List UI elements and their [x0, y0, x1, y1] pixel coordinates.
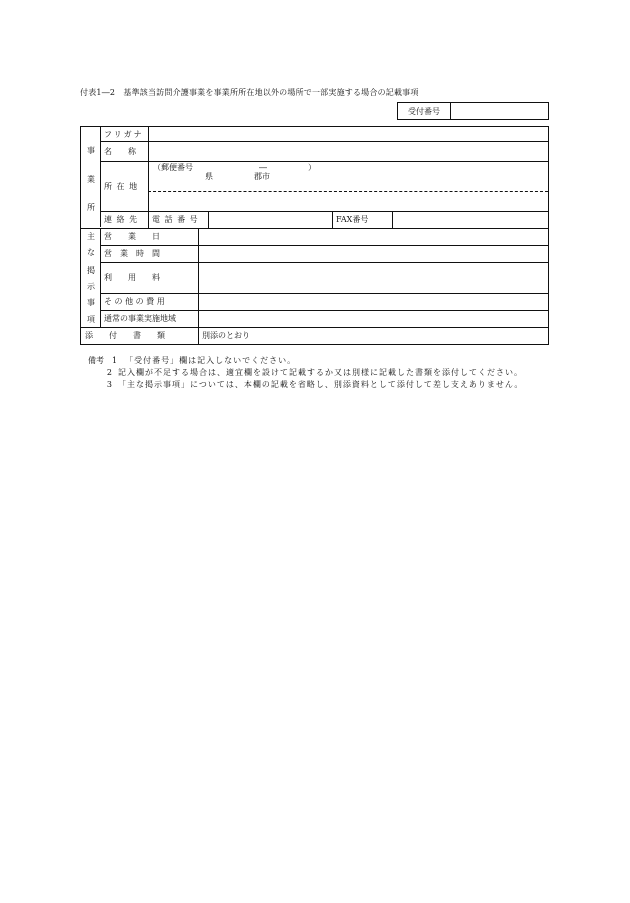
note-text: 「受付番号」欄は記入しないでください。 — [125, 356, 297, 365]
furigana-label: フリガナ — [104, 129, 144, 139]
contact-label: 連 絡 先 — [104, 215, 139, 224]
office-group-label-char: 事 — [87, 146, 95, 155]
business-days-label: 営 業 日 — [104, 232, 160, 241]
document-title: 付表1―2 基準該当訪問介護事業を事業所所在地以外の場所で一部実施する場合の記載事項 — [80, 88, 419, 97]
note-number: 2 — [106, 368, 112, 377]
office-group-label-char: 業 — [87, 175, 95, 184]
phone-field[interactable] — [209, 211, 332, 228]
fax-label: FAX番号 — [336, 215, 369, 224]
city-label: 郡市 — [254, 171, 270, 181]
receipt-number-box — [397, 102, 549, 120]
note-item — [88, 379, 553, 391]
notes-heading: 備考 — [88, 356, 104, 365]
form-table — [80, 126, 549, 345]
other-costs-label: そ の 他 の 費 用 — [104, 297, 165, 306]
service-area-label: 通常の事業実施地域 — [104, 314, 176, 323]
posting-group-label-char: 主 — [87, 232, 95, 241]
note-item — [88, 355, 553, 367]
note-text: 記入欄が不足する場合は、適宜欄を設けて記載するか又は別様に記載した書類を添付してください。 — [118, 368, 523, 377]
furigana-field[interactable] — [149, 127, 548, 141]
address-label: 所 在 地 — [104, 181, 139, 191]
business-hours-field[interactable] — [199, 245, 548, 262]
postal-code-dash: ― — [259, 162, 267, 172]
postal-code-label: （郵便番号 — [153, 162, 193, 172]
name-field[interactable] — [149, 141, 548, 161]
business-hours-label: 営 業 時 間 — [104, 249, 160, 258]
posting-group-label-char: な — [87, 248, 95, 257]
attachment-value: 別添のとおり — [202, 331, 250, 340]
posting-group-label-char: 項 — [87, 315, 95, 324]
usage-fee-label: 利 用 料 — [104, 273, 160, 282]
posting-group-label-char: 事 — [87, 298, 95, 307]
usage-fee-field[interactable] — [199, 262, 548, 293]
phone-label: 電 話 番 号 — [152, 215, 199, 224]
note-number: 3 — [106, 380, 112, 389]
address-detail-field[interactable] — [149, 192, 548, 211]
notes-section — [88, 355, 553, 391]
business-days-field[interactable] — [199, 228, 548, 245]
note-number: 1 — [112, 356, 118, 365]
posting-group-label-char: 掲 — [87, 266, 95, 275]
receipt-number-label: 受付番号 — [398, 103, 451, 119]
note-text: 「主な掲示事項」については、本欄の記載を省略し、別添資料として添付して差し支えありません。 — [118, 380, 524, 389]
note-item — [88, 367, 553, 379]
prefecture-label: 県 — [205, 171, 213, 181]
office-group-label-char: 所 — [87, 203, 95, 212]
other-costs-field[interactable] — [199, 293, 548, 310]
attachment-label: 添 付 書 類 — [85, 331, 165, 340]
postal-code-close: ） — [308, 162, 316, 172]
service-area-field[interactable] — [199, 310, 548, 327]
fax-field[interactable] — [393, 211, 548, 228]
receipt-number-field[interactable] — [451, 103, 548, 119]
name-label: 名 称 — [104, 146, 136, 156]
posting-group-label-char: 示 — [87, 282, 95, 291]
